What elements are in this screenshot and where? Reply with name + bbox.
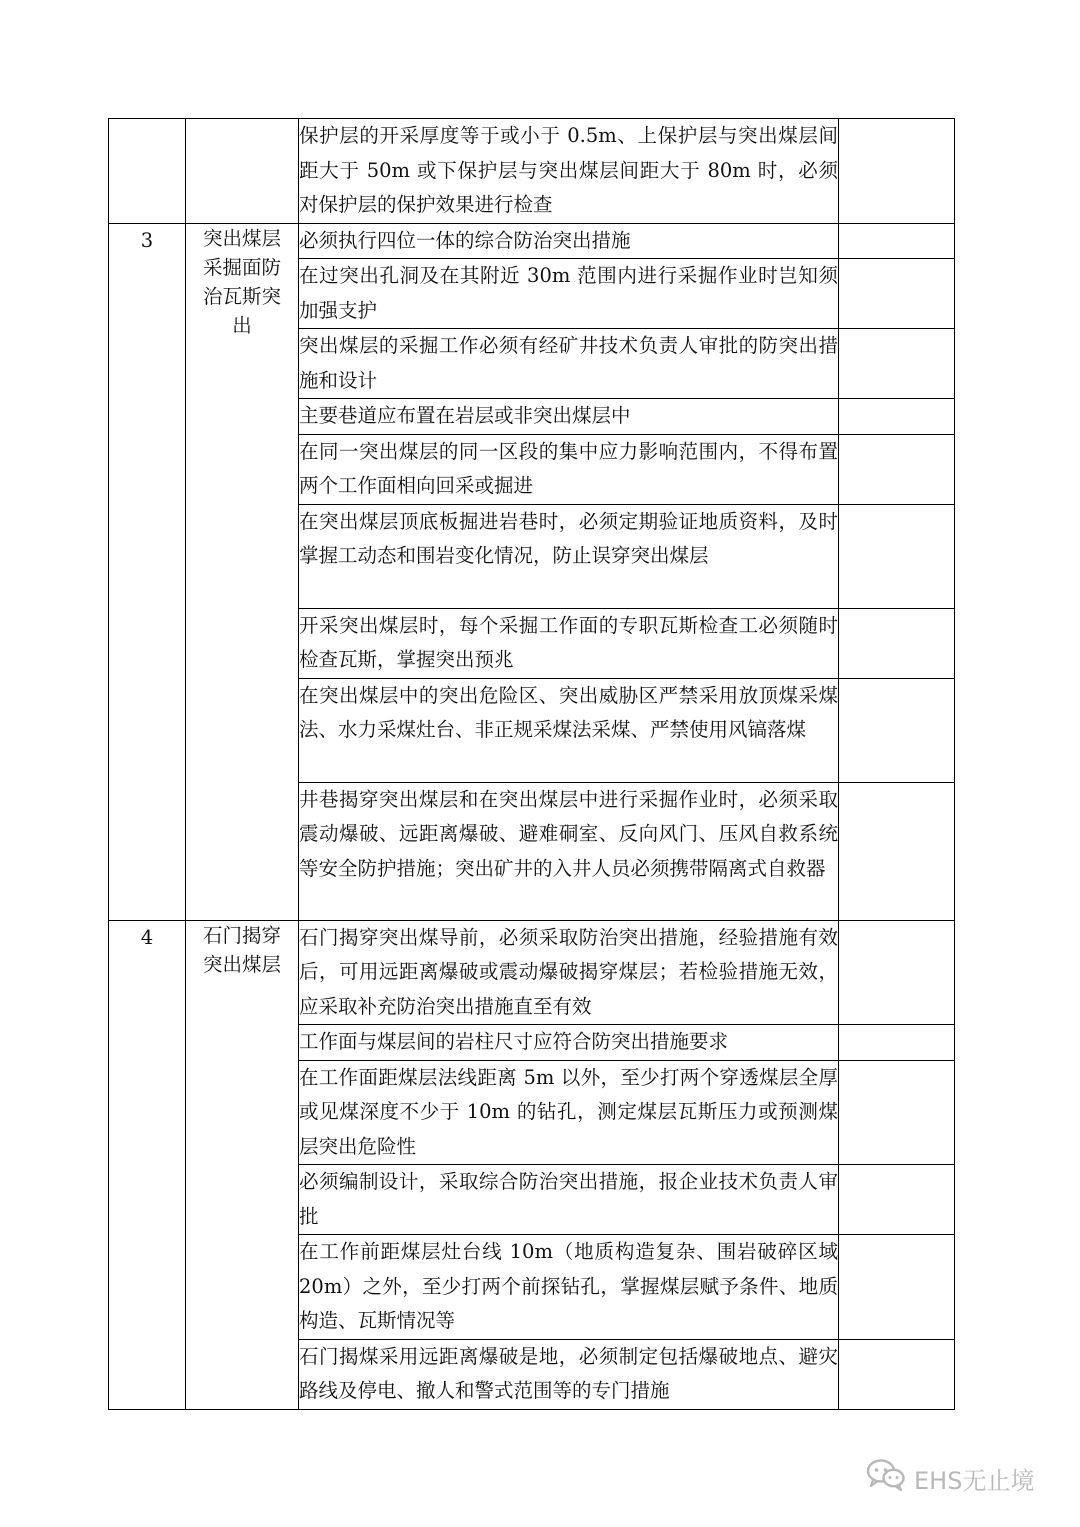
- section-category-cell: [186, 920, 299, 1409]
- result-cell: [839, 678, 955, 782]
- watermark: [866, 1458, 1034, 1498]
- result-cell: [839, 1339, 955, 1409]
- checklist-table: [108, 118, 955, 1410]
- item-text-cell: [299, 223, 839, 259]
- section-category-line: 突出煤层: [202, 952, 281, 976]
- item-text: 开采突出煤层时，每个采掘工作面的专职瓦斯检查工必须随时检查瓦斯，掌握突出预兆: [299, 613, 838, 671]
- item-text: 井巷揭穿突出煤层和在突出煤层中进行采掘作业时，必须采取震动爆破、远距离爆破、避难硐室、反向风门、压风自救系统等安全防护措施；突出矿井的入井人员必须携带隔离式自救器: [299, 787, 838, 880]
- result-cell: [839, 782, 955, 920]
- result-cell: [839, 223, 955, 259]
- item-text: 工作面与煤层间的岩柱尺寸应符合防突出措施要求: [299, 1030, 729, 1053]
- item-text: 必须执行四位一体的综合防治突出措施: [299, 228, 631, 252]
- item-text: 保护层的开采厚度等于或小于 0.5m、上保护层与突出煤层间距大于 50m 或下保护层与突出煤层间距大于 80m 时，必须对保护层的保护效果进行检查: [299, 124, 838, 216]
- result-cell: [839, 608, 955, 678]
- section-category-line: 治瓦斯突: [202, 284, 281, 308]
- table-row: [109, 920, 955, 1025]
- section-category-line: 突出煤层: [202, 226, 281, 250]
- item-text: 在突出煤层中的突出危险区、突出威胁区严禁采用放顶煤采煤法、水力采煤灶台、非正规采煤法采煤、严禁使用风镐落煤: [299, 683, 838, 741]
- item-text-cell: [299, 434, 839, 504]
- result-cell: [839, 434, 955, 504]
- item-text-cell: [299, 920, 839, 1025]
- section-number-cell: [109, 119, 186, 224]
- section-category-line: 石门揭穿: [202, 923, 281, 947]
- result-cell: [839, 1060, 955, 1165]
- result-cell: [839, 119, 955, 224]
- result-cell: [839, 504, 955, 608]
- item-text-cell: [299, 1339, 839, 1409]
- item-text-cell: [299, 1165, 839, 1235]
- section-number-cell: [109, 920, 186, 1409]
- item-text: 在突出煤层顶底板掘进岩巷时，必须定期验证地质资料，及时掌握工动态和围岩变化情况，防止误穿突出煤层: [299, 509, 838, 567]
- result-cell: [839, 329, 955, 399]
- result-cell: [839, 1235, 955, 1340]
- item-text-cell: [299, 1025, 839, 1061]
- result-cell: [839, 1025, 955, 1061]
- section-number: 4: [140, 925, 154, 949]
- watermark-text: EHS无止境: [914, 1466, 1035, 1495]
- item-text-cell: [299, 119, 839, 224]
- item-text-cell: [299, 782, 839, 920]
- item-text: 在过突出孔洞及在其附近 30m 范围内进行采掘作业时岂知须加强支护: [299, 264, 838, 322]
- result-cell: [839, 259, 955, 329]
- item-text-cell: [299, 608, 839, 678]
- table-row: [109, 119, 955, 224]
- item-text-cell: [299, 678, 839, 782]
- section-category-cell: [186, 119, 299, 224]
- item-text: 在工作面距煤层法线距离 5m 以外，至少打两个穿透煤层全厚或见煤深度不少于 10m 的钻孔，测定煤层瓦斯压力或预测煤层突出危险性: [299, 1065, 838, 1158]
- result-cell: [839, 920, 955, 1025]
- section-category-line: 采掘面防: [202, 255, 281, 279]
- item-text: 必须编制设计，采取综合防治突出措施，报企业技术负责人审批: [299, 1170, 838, 1228]
- item-text-cell: [299, 504, 839, 608]
- item-text: 主要巷道应布置在岩层或非突出煤层中: [299, 404, 631, 427]
- item-text-cell: [299, 259, 839, 329]
- item-text: 在工作前距煤层灶台线 10m（地质构造复杂、围岩破碎区域 20m）之外，至少打两个前探钻孔，掌握煤层赋予条件、地质构造、瓦斯情况等: [299, 1240, 838, 1332]
- item-text-cell: [299, 1060, 839, 1165]
- wechat-icon: [866, 1458, 906, 1498]
- result-cell: [839, 399, 955, 435]
- item-text: 突出煤层的采掘工作必须有经矿井技术负责人审批的防突出措施和设计: [299, 334, 838, 392]
- item-text-cell: [299, 1235, 839, 1340]
- item-text-cell: [299, 329, 839, 399]
- item-text-cell: [299, 399, 839, 435]
- section-category-cell: [186, 223, 299, 920]
- item-text: 石门揭煤采用远距离爆破是地，必须制定包括爆破地点、避灾路线及停电、撤人和警式范围等的专门措施: [299, 1344, 838, 1402]
- item-text: 石门揭穿突出煤导前，必须采取防治突出措施，经验措施有效后，可用远距离爆破或震动爆破揭穿煤层；若检验措施无效，应采取补充防治突出措施直至有效: [299, 925, 838, 1018]
- section-number: 3: [140, 228, 154, 252]
- result-cell: [839, 1165, 955, 1235]
- section-category-line: 出: [232, 313, 252, 337]
- item-text: 在同一突出煤层的同一区段的集中应力影响范围内，不得布置两个工作面相向回采或掘进: [299, 439, 838, 497]
- section-number-cell: [109, 223, 186, 920]
- table-row: [109, 223, 955, 259]
